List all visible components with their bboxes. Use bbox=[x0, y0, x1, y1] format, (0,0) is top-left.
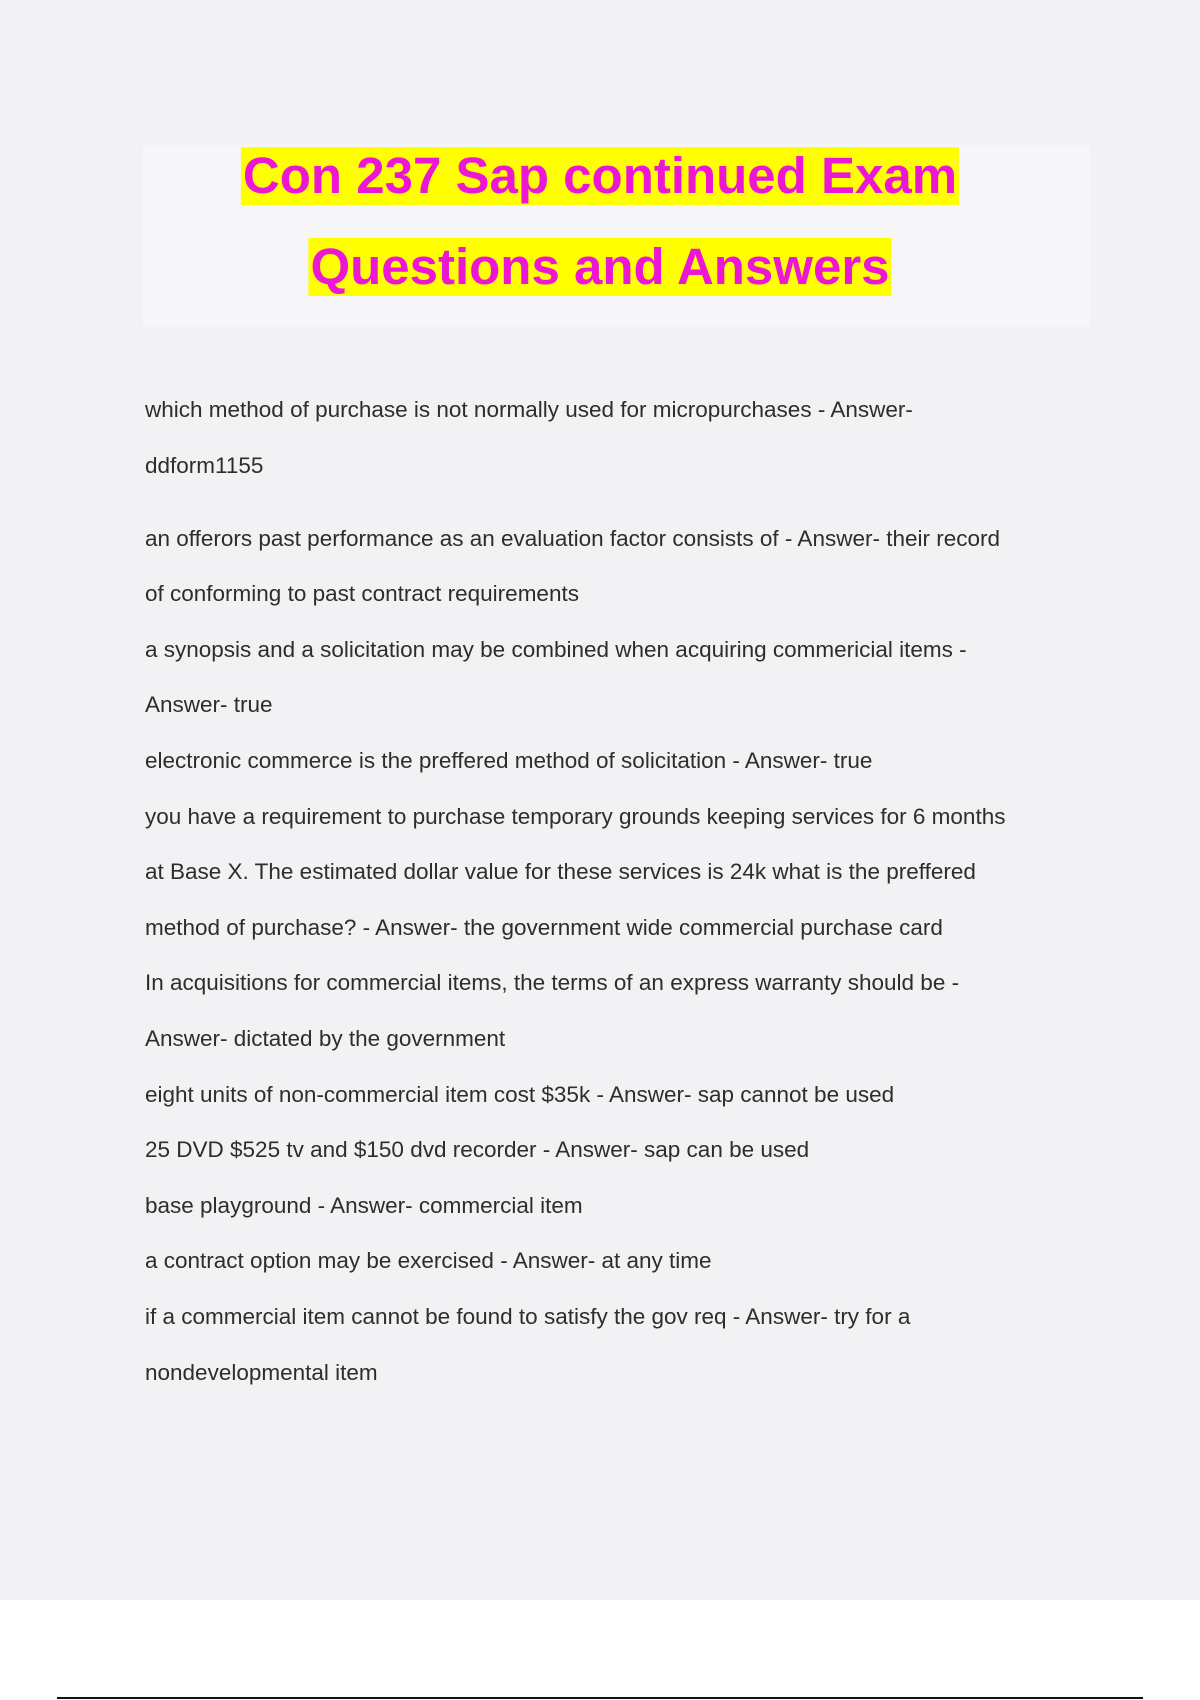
qa-line: Answer- dictated by the government bbox=[145, 1026, 506, 1051]
qa-line: nondevelopmental item bbox=[145, 1360, 378, 1385]
qa-line: In acquisitions for commercial items, the terms of an express warranty should be - bbox=[145, 970, 960, 995]
document-title-line-2: Questions and Answers bbox=[310, 238, 890, 295]
qa-line: 25 DVD $525 tv and $150 dvd recorder - Answer- sap can be used bbox=[145, 1137, 810, 1162]
qa-line: you have a requirement to purchase temporary grounds keeping services for 6 months bbox=[145, 804, 1006, 829]
qa-line: base playground - Answer- commercial item bbox=[145, 1193, 583, 1218]
qa-line: which method of purchase is not normally used for micropurchases - Answer- bbox=[145, 397, 913, 422]
qa-line: if a commercial item cannot be found to satisfy the gov req - Answer- try for a bbox=[145, 1304, 911, 1329]
qa-line: an offerors past performance as an evaluation factor consists of - Answer- their record bbox=[145, 526, 1000, 551]
document-title-line-1: Con 237 Sap continued Exam bbox=[242, 147, 958, 204]
qa-line: a contract option may be exercised - Answer- at any time bbox=[145, 1248, 712, 1273]
footer-rule bbox=[57, 1697, 1143, 1699]
qa-line: electronic commerce is the preffered method of solicitation - Answer- true bbox=[145, 748, 873, 773]
qa-line: at Base X. The estimated dollar value for these services is 24k what is the preffered bbox=[145, 859, 976, 884]
qa-line: ddform1155 bbox=[145, 453, 264, 478]
qa-line: of conforming to past contract requirements bbox=[145, 581, 579, 606]
qa-line: Answer- true bbox=[145, 692, 273, 717]
qa-line: eight units of non-commercial item cost $35k - Answer- sap cannot be used bbox=[145, 1082, 895, 1107]
qa-line: method of purchase? - Answer- the government wide commercial purchase card bbox=[145, 915, 943, 940]
qa-line: a synopsis and a solicitation may be combined when acquiring commericial items - bbox=[145, 637, 967, 662]
